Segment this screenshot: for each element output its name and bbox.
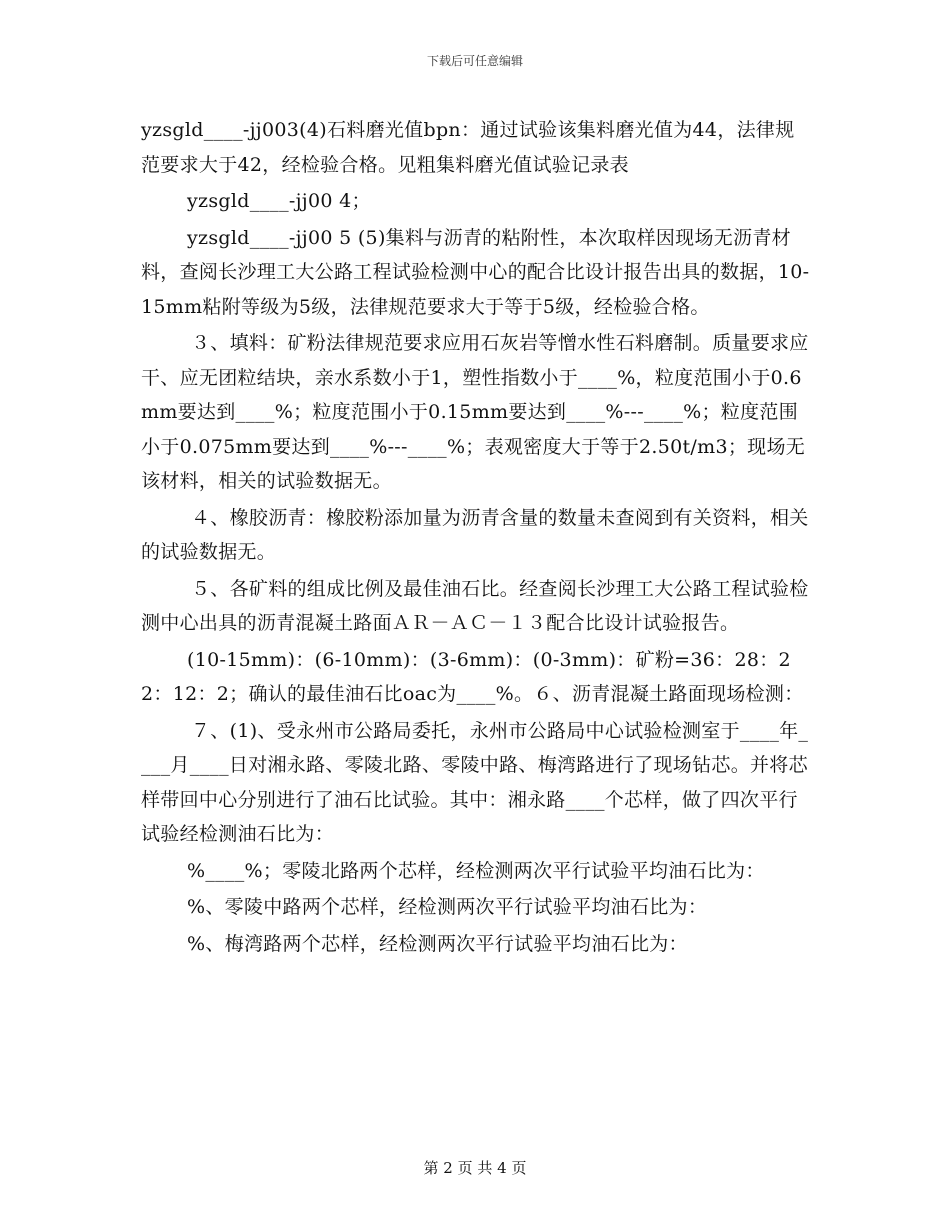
paragraph-filler: ３、填料：矿粉法律规范要求应用石灰岩等憎水性石料磨制。质量要求应干、应无团粒结块，亲水系数小于1，塑性指数小于____%，粒度范围小于0.6mm要达到____%；粒度范围小于0.15mm要达到____%---____%；粒度范围小于0.075mm要达到____%---____%；表观密度大于等于2.50t/m3；现场无该材料，相关的试验数据无。 [141, 332, 809, 492]
paragraph-core-sampling: ７、(1)、受永州市公路局委托，永州市公路局中心试验检测室于____年____月____日对湘永路、零陵北路、零陵中路、梅湾路进行了现场钻芯。并将芯样带回中心分别进行了油石比试验。其中：湘永路____个芯样，做了四次平行试验经检测油石比为： [141, 719, 809, 845]
page-header: 下载后可任意编辑 [426, 54, 523, 68]
paragraph-record-ref: yzsgld____-jj00 4； [187, 190, 371, 212]
paragraph-meiwan: %、梅湾路两个芯样，经检测两次平行试验平均油石比为： [187, 932, 688, 955]
paragraph-rubber-asphalt: ４、橡胶沥青：橡胶粉添加量为沥青含量的数量未查阅到有关资料，相关的试验数据无。 [141, 506, 809, 563]
paragraph-lingling-central: %、零陵中路两个芯样，经检测两次平行试验平均油石比为： [187, 896, 708, 918]
paragraph-mix-ratio: ５、各矿料的组成比例及最佳油石比。经查阅长沙理工大公路工程试验检测中心出具的沥青混凝土路面ＡＲ－ＡＣ－１３配合比设计试验报告。 [141, 577, 809, 634]
paragraph-gradation: (10-15mm)：(6-10mm)：(3-6mm)：(0-3mm)：矿粉=36：28：22：12：2；确认的最佳油石比oac为____%。６、沥青混凝土路面现场检测： [141, 648, 804, 705]
paragraph-adhesion: yzsgld____-jj00 5 (5)集料与沥青的粘附性，本次取样因现场无沥青材料，查阅长沙理工大公路工程试验检测中心的配合比设计报告出具的数据，10-15mm粘附等级为5级，法律规范要求大于等于5级，经检验合格。 [141, 226, 810, 318]
document-body [141, 113, 811, 961]
paragraph-aggregate-polish: yzsgld____-jj003(4)石料磨光值bpn：通过试验该集料磨光值为44，法律规范要求大于42，经检验合格。见粗集料磨光值试验记录表 [141, 119, 795, 176]
paragraph-lingling-north: %____%；零陵北路两个芯样，经检测两次平行试验平均油石比为： [187, 859, 765, 882]
page-number: 第 2 页 共 4 页 [423, 1159, 527, 1177]
